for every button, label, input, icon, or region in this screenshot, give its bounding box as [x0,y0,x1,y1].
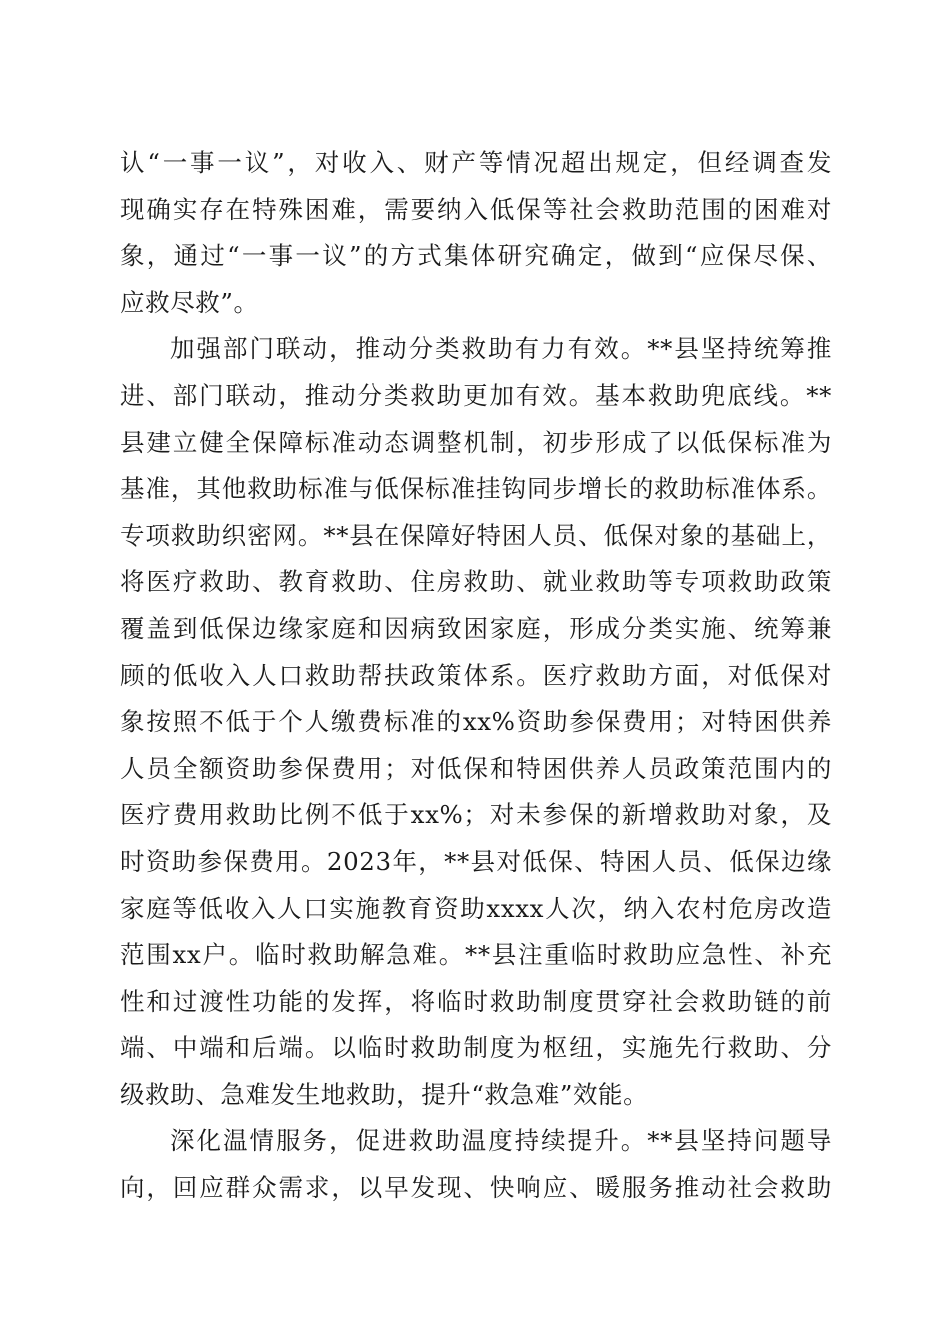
paragraph-2 [120,326,832,1118]
text-line: 性和过渡性功能的发挥，将临时救助制度贯穿社会救助链的前 [120,986,832,1016]
text-line: 象按照不低于个人缴费标准的xx%资助参保费用；对特困供养 [120,707,832,737]
text-line: 级救助、急难发生地救助，提升“救急难”效能。 [120,1079,649,1109]
text-line: 进、部门联动，推动分类救助更加有效。基本救助兜底线。** [120,380,832,410]
text-line: 范围xx户。临时救助解急难。**县注重临时救助应急性、补充 [120,940,832,970]
text-line: 端、中端和后端。以临时救助制度为枢纽，实施先行救助、分 [120,1033,832,1063]
paragraph-3 [120,1118,832,1211]
text-line: 应救尽救”。 [120,287,259,317]
text-line: 家庭等低收入人口实施教育资助xxxx人次，纳入农村危房改造 [120,893,832,923]
text-line: 加强部门联动，推动分类救助有力有效。**县坚持统筹推 [170,334,832,364]
text-line: 将医疗救助、教育救助、住房救助、就业救助等专项救助政策 [120,567,832,597]
text-line: 现确实存在特殊困难，需要纳入低保等社会救助范围的困难对 [120,194,832,224]
text-line: 覆盖到低保边缘家庭和因病致困家庭，形成分类实施、统筹兼 [120,613,832,643]
text-line: 专项救助织密网。**县在保障好特困人员、低保对象的基础上， [120,520,832,550]
text-line: 顾的低收入人口救助帮扶政策体系。医疗救助方面，对低保对 [120,660,832,690]
text-line: 人员全额资助参保费用；对低保和特困供养人员政策范围内的 [120,753,832,783]
text-line: 深化温情服务，促进救助温度持续提升。**县坚持问题导 [170,1126,832,1156]
paragraph-1 [120,140,832,326]
text-line: 医疗费用救助比例不低于xx%；对未参保的新增救助对象，及 [120,800,832,830]
document-body [120,140,832,1212]
text-line: 向，回应群众需求，以早发现、快响应、暖服务推动社会救助 [120,1173,832,1203]
text-line: 认“一事一议”，对收入、财产等情况超出规定，但经调查发 [120,148,832,177]
text-line: 基准，其他救助标准与低保标准挂钩同步增长的救助标准体系。 [120,474,832,504]
text-line: 时资助参保费用。2023年，**县对低保、特困人员、低保边缘 [120,846,832,876]
text-line: 县建立健全保障标准动态调整机制，初步形成了以低保标准为 [120,427,832,457]
text-line: 象，通过“一事一议”的方式集体研究确定，做到“应保尽保、 [120,241,832,271]
